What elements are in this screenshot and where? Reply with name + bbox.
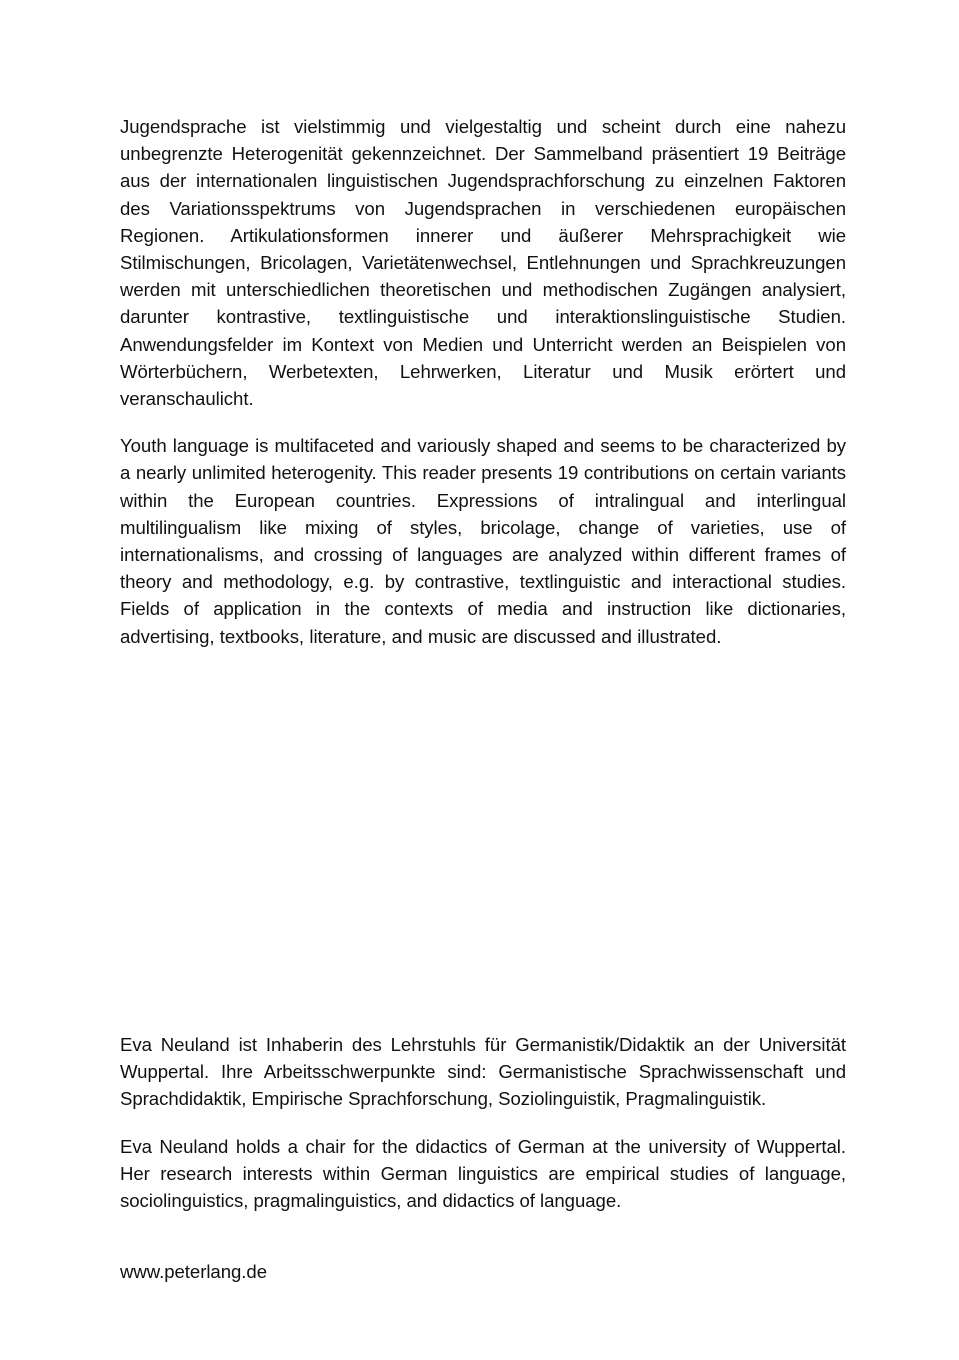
author-bio-english: Eva Neuland holds a chair for the didactics of German at the university of Wuppertal. Her research interests within German linguistics are empirical studies of language, sociolinguistics, pragmalinguistics, and didactics of language. bbox=[120, 1135, 846, 1212]
blurb-paragraph-german: Jugendsprache ist vielstimmig und vielgestaltig und scheint durch eine nahezu unbegrenzte Heterogenität gekennzeichnet. Der Sammelband präsentiert 19 Beiträge aus der internationalen linguistischen Jugendsprachforschung zu einzelnen Faktoren des Variationsspektrums von Jugendsprachen in verschiedenen europäischen Regionen. Artikulationsformen innerer und äußerer Mehrsprachigkeit wie Stilmischungen, Bricolagen, Varietätenwechsel, Entlehnungen und Sprachkreuzungen werden mit unterschiedlichen theoretischen und methodischen Zugängen analysiert, darunter kontrastive, textlinguistische und interaktionslinguistische Studien. Anwendungsfelder im Kontext von Medien und Unterricht werden an Beispielen von Wörterbüchern, Werbetexten, Lehrwerken, Literatur und Musik erörtert und veranschaulicht. bbox=[120, 116, 846, 410]
publisher-website-url[interactable]: www.peterlang.de bbox=[120, 1261, 268, 1282]
author-bio-section bbox=[120, 1031, 846, 1214]
blurb-paragraph-english: Youth language is multifaceted and variously shaped and seems to be characterized by a nearly unlimited heterogenity. This reader presents 19 contributions on certain variants within the European countries. Expressions of intralingual and interlingual multilingualism like mixing of styles, bricolage, change of varieties, use of internationalisms, and crossing of languages are analyzed within different frames of theory and methodology, e.g. by contrastive, textlinguistic and interactional studies. Fields of application in the contexts of media and instruction like dictionaries, advertising, textbooks, literature, and music are discussed and illustrated. bbox=[120, 435, 846, 647]
blurb-text-block bbox=[120, 113, 846, 650]
author-bio-german: Eva Neuland ist Inhaberin des Lehrstuhls für Germanistik/Didaktik an der Universität Wuppertal. Ihre Arbeitsschwerpunkte sind: Germanistische Sprachwissenschaft und Sprachdidaktik, Empirische Sprachforschung, Soziolinguistik, Pragmalinguistik. bbox=[120, 1034, 846, 1110]
blurb-section bbox=[120, 113, 846, 650]
